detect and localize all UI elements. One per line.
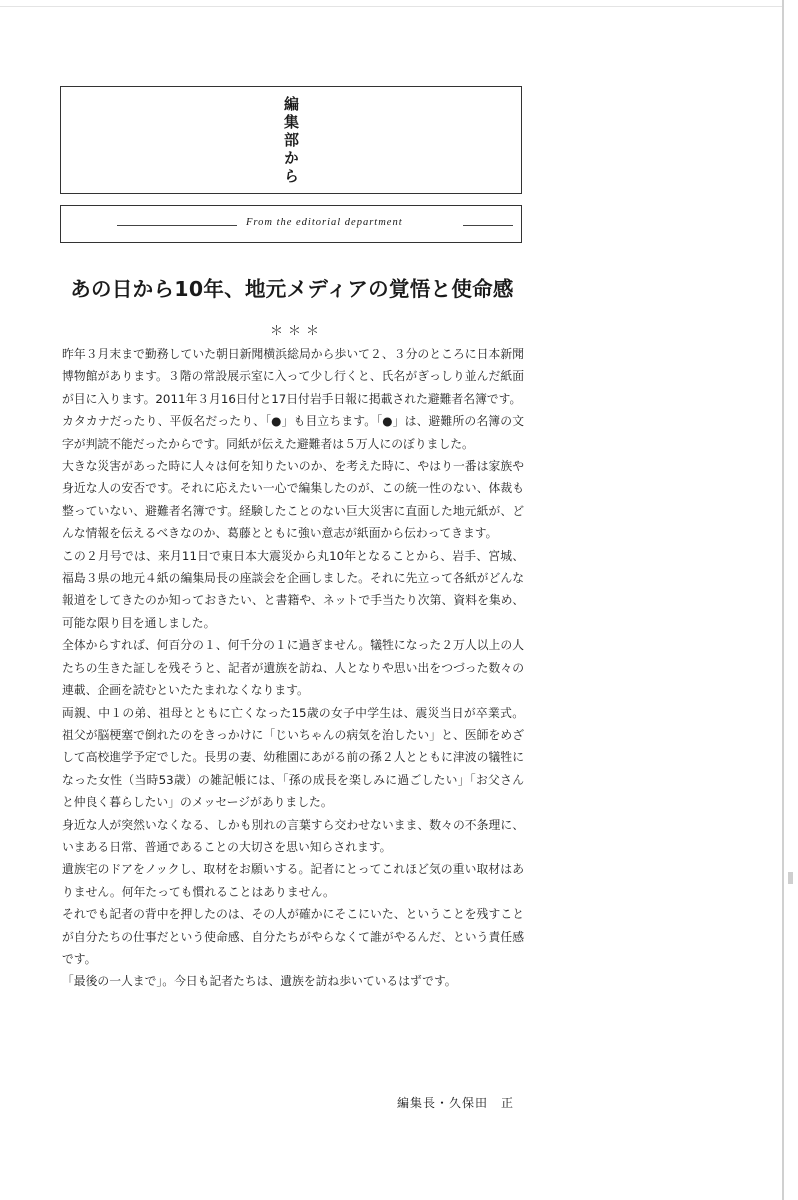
paragraph: この２月号では、来月11日で東日本大震災から丸10年となることから、岩手、宮城、福島３県の地元４紙の編集局長の座談会を企画しました。それに先立って各紙がどんな報道をしてきたのか知っておきたい、と書籍や、ネットで手当たり次第、資料を集め、可能な限り目を通しました。: [62, 548, 524, 630]
paragraph: カタカナだったり、平仮名だったり、「●」も目立ちます。「●」は、避難所の名簿の文字が判読不能だったからです。同紙が伝えた避難者は５万人にのぼりました。: [62, 414, 524, 451]
paragraph: 両親、中１の弟、祖母とともに亡くなった15歳の女子中学生は、震災当日が卒業式。祖父が脳梗塞で倒れたのをきっかけに「じいちゃんの病気を治したい」と、医師をめざして高校進学予定でした。長男の妻、幼稚園にあがる前の孫２人とともに津波の犠牲になった女性（当時53歳）の雑記帳には、「孫の成長を楽しみに過ごしたい」「お父さんと仲良く暮らしたい」のメッセージがありました。: [62, 705, 524, 810]
subtitle-rule-left: [117, 225, 237, 226]
column-subtitle: From the editorial department: [246, 217, 403, 228]
paragraph: 身近な人が突然いなくなる、しかも別れの言葉すら交わせないまま、数々の不条理に、いまある日常、普通であることの大切さを思い知らされます。: [62, 817, 524, 854]
page-right-edge: [782, 0, 784, 1200]
section-separator: ＊＊＊: [270, 324, 325, 339]
margin-mark: [788, 872, 793, 884]
author-signature: 編集長・久保田 正: [397, 1096, 515, 1110]
paragraph: 遺族宅のドアをノックし、取材をお願いする。記者にとってこれほど気の重い取材はありません。何年たっても慣れることはありません。: [62, 862, 524, 899]
subtitle-rule-right: [463, 225, 513, 226]
column-subtitle-box: [60, 205, 522, 243]
page-top-edge: [0, 6, 784, 7]
column-title-vertical: 編集部から: [282, 96, 300, 186]
article-title: あの日から10年、地元メディアの覚悟と使命感: [70, 277, 514, 301]
paragraph: 全体からすれば、何百分の１、何千分の１に過ぎません。犠牲になった２万人以上の人たちの生きた証しを残そうと、記者が遺族を訪ね、人となりや思い出をつづった数々の連載、企画を読むといたたまれなくなります。: [62, 638, 524, 698]
paragraph: それでも記者の背中を押したのは、その人が確かにそこにいた、ということを残すことが自分たちの仕事だという使命感、自分たちがやらなくて誰がやるんだ、という責任感です。: [62, 907, 524, 966]
paragraph: 「最後の一人まで」。今日も記者たちは、遺族を訪ね歩いているはずです。: [62, 974, 457, 989]
article-body: [62, 343, 524, 993]
paragraph: 昨年３月末まで勤務していた朝日新聞横浜総局から歩いて２、３分のところに日本新聞博物館があります。３階の常設展示室に入って少し行くと、氏名がぎっしり並んだ紙面が目に入ります。2011年３月16日付と17日付岩手日報に掲載された避難者名簿です。: [62, 347, 524, 406]
paragraph: 大きな災害があった時に人々は何を知りたいのか、を考えた時に、やはり一番は家族や身近な人の安否です。それに応えたい一心で編集したのが、この統一性のない、体裁も整っていない、避難者名簿です。経験したことのない巨大災害に直面した地元紙が、どんな情報を伝えるべきなのか、葛藤とともに強い意志が紙面から伝わってきます。: [62, 459, 524, 541]
